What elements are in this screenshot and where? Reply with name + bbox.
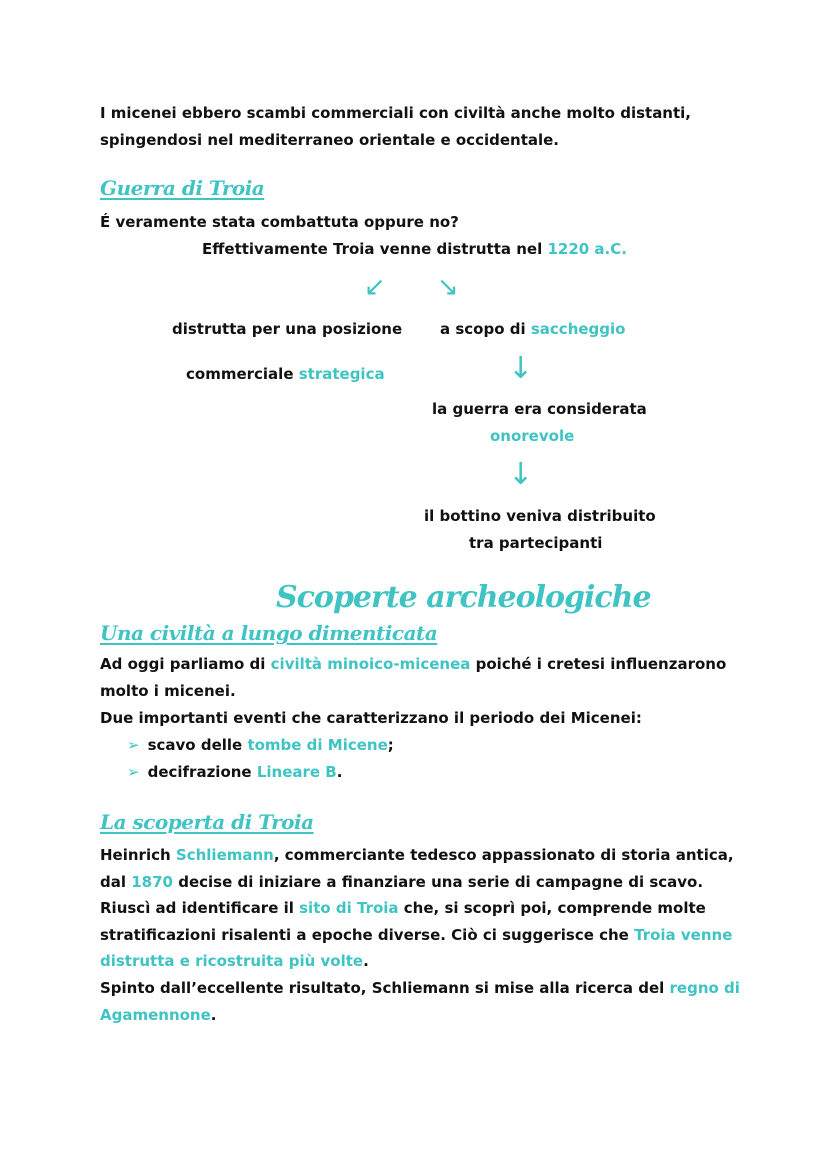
right-branch-saccheggio: saccheggio (530, 320, 626, 338)
troia-destroyed-line (202, 239, 627, 259)
text-span: . (210, 1006, 217, 1024)
arrow-down-left-icon: ↙ (364, 272, 386, 302)
text-span: Ad oggi parliamo di (100, 655, 266, 673)
highlight-distrutta-ricostruita: distrutta e ricostruita più volte (100, 952, 364, 970)
highlight-agamennone: Agamennone (100, 1006, 211, 1024)
schliemann-line-7 (100, 1005, 217, 1025)
text-span: scavo delle (147, 736, 243, 754)
list-item (127, 735, 394, 755)
schliemann-line-5 (100, 951, 369, 971)
heading-scoperta-troia: La scoperta di Troia (100, 810, 314, 834)
left-branch-commerciale: commerciale (186, 365, 294, 383)
schliemann-line-6 (100, 978, 740, 998)
text-span: stratificazioni risalenti a epoche diverse. Ciò ci suggerisce che (100, 926, 629, 944)
troia-destroyed-text: Effettivamente Troia venne distrutta nel (202, 240, 543, 258)
highlight-sito-troia: sito di Troia (299, 899, 399, 917)
schliemann-line-1 (100, 845, 734, 865)
left-branch-line-1: distrutta per una posizione (172, 320, 403, 338)
highlight-minoico-micenea: civiltà minoico-micenea (270, 655, 471, 673)
text-span: , commerciante tedesco appassionato di storia antica, (273, 846, 734, 864)
right-branch-line-1 (440, 319, 625, 339)
text-span: . (336, 763, 343, 781)
civilta-paragraph-line-1 (100, 654, 726, 674)
arrow-down-right-icon: ↘ (437, 272, 459, 302)
text-span: decifrazione (147, 763, 252, 781)
arrow-down-icon: ↓ (508, 457, 534, 492)
troia-destroyed-year: 1220 a.C. (547, 240, 627, 258)
arrow-down-icon: ↓ (508, 351, 534, 386)
eventi-intro: Due importanti eventi che caratterizzano il periodo dei Micenei: (100, 709, 642, 727)
highlight-tombe-micene: tombe di Micene (247, 736, 388, 754)
civilta-paragraph-line-2: molto i micenei. (100, 682, 236, 700)
text-span: dal (100, 873, 127, 891)
arrowhead-bullet-icon: ➢ (127, 763, 140, 781)
arrowhead-bullet-icon: ➢ (127, 736, 140, 754)
right-branch-onorevole: onorevole (490, 427, 575, 445)
schliemann-line-3 (100, 898, 706, 918)
text-span: Heinrich (100, 846, 171, 864)
text-span: decise di iniziare a finanziare una serie di campagne di scavo. (178, 873, 704, 891)
highlight-schliemann: Schliemann (175, 846, 274, 864)
highlight-troia-venne: Troia venne (634, 926, 733, 944)
highlight-regno-di: regno di (669, 979, 740, 997)
text-span: che, si scoprì poi, comprende molte (403, 899, 706, 917)
text-span: Riuscì ad identificare il (100, 899, 294, 917)
list-item (127, 762, 342, 782)
schliemann-line-2 (100, 872, 703, 892)
highlight-1870: 1870 (131, 873, 173, 891)
heading-civilta-dimenticata: Una civiltà a lungo dimenticata (100, 621, 438, 645)
heading-guerra-di-troia: Guerra di Troia (100, 176, 265, 200)
highlight-lineare-b: Lineare B (256, 763, 337, 781)
text-span: ; (387, 736, 394, 754)
right-branch-line-4: il bottino veniva distribuito (424, 507, 656, 525)
intro-line-2: spingendosi nel mediterraneo orientale e occidentale. (100, 131, 559, 149)
left-branch-line-2 (186, 364, 385, 384)
text-span: . (363, 952, 369, 970)
troia-question: É veramente stata combattuta oppure no? (100, 213, 459, 231)
right-branch-scopo: a scopo di (440, 320, 526, 338)
text-span: poiché i cretesi influenzarono (475, 655, 727, 673)
schliemann-line-4 (100, 925, 732, 945)
right-branch-line-5: tra partecipanti (469, 534, 603, 552)
right-branch-line-2: la guerra era considerata (432, 400, 647, 418)
page-title-scoperte: Scoperte archeologiche (276, 580, 651, 615)
intro-line-1: I micenei ebbero scambi commerciali con civiltà anche molto distanti, (100, 104, 691, 122)
left-branch-strategica: strategica (298, 365, 385, 383)
text-span: Spinto dall’eccellente risultato, Schliemann si mise alla ricerca del (100, 979, 665, 997)
